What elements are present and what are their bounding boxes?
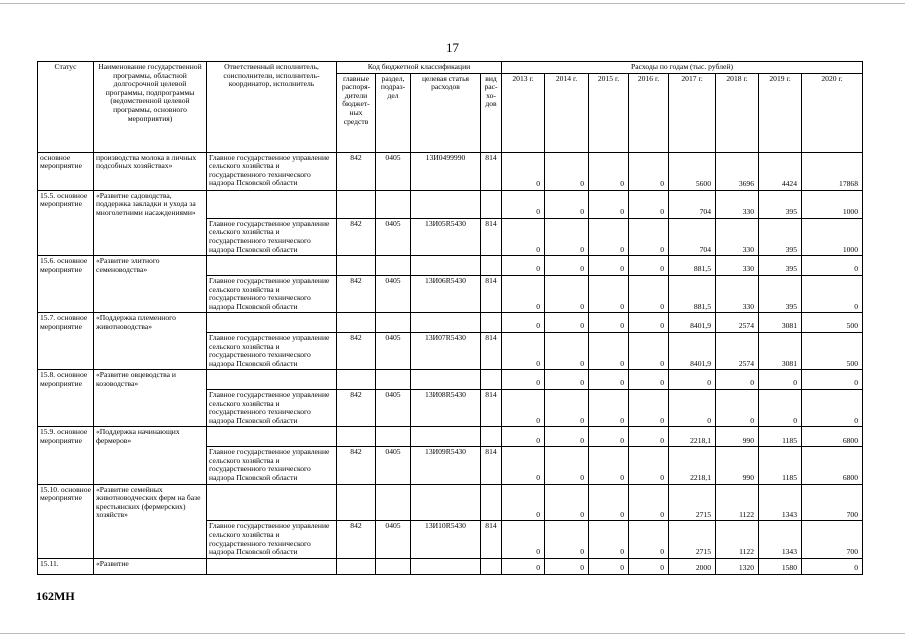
year-value-cell: 0 [629, 521, 669, 558]
year-value-cell: 1185 [759, 447, 802, 484]
responsible-cell: Главное государственное управление сельского хозяйства и государственного технического надзора Псковской области [207, 218, 337, 255]
target-article-cell [411, 484, 481, 521]
year-value-cell: 881,5 [669, 256, 716, 276]
year-value-cell: 0 [589, 558, 629, 574]
year-value-cell: 0 [545, 218, 589, 255]
status-cell [38, 390, 94, 427]
year-value-cell: 700 [802, 484, 863, 521]
table-header [38, 62, 863, 153]
gr-code-cell [337, 370, 376, 390]
name-cell: «Развитие садоводства, поддержка закладки и ухода за многолетними насаждениями» [94, 190, 207, 218]
year-value-cell: 2218,1 [669, 427, 716, 447]
year-value-cell: 0 [545, 275, 589, 312]
year-value-cell: 0 [629, 152, 669, 190]
responsible-cell: Главное государственное управление сельского хозяйства и государственного технического надзора Псковской области [207, 152, 337, 190]
status-cell: 15.11. [38, 558, 94, 574]
top-edge [0, 3, 905, 4]
year-value-cell: 3696 [716, 152, 759, 190]
expense-type-cell [481, 484, 502, 521]
gr-code-cell: 842 [337, 333, 376, 370]
year-value-cell: 0 [589, 152, 629, 190]
year-value-cell: 0 [502, 190, 545, 218]
responsible-cell [207, 484, 337, 521]
gr-code-cell: 842 [337, 152, 376, 190]
year-value-cell: 0 [589, 427, 629, 447]
year-value-cell: 0 [502, 152, 545, 190]
year-value-cell: 0 [502, 218, 545, 255]
year-value-cell: 0 [502, 333, 545, 370]
year-value-cell: 0 [545, 427, 589, 447]
year-value-cell: 0 [589, 256, 629, 276]
expense-type-cell [481, 190, 502, 218]
year-value-cell: 0 [545, 447, 589, 484]
status-cell [38, 447, 94, 484]
status-cell: 15.7. основное мероприятие [38, 313, 94, 333]
table-row [38, 313, 863, 333]
table-row [38, 275, 863, 312]
name-cell [94, 218, 207, 255]
section-code-cell: 0405 [376, 218, 411, 255]
header-year: 2018 г. [716, 73, 759, 152]
year-value-cell: 0 [589, 190, 629, 218]
year-value-cell: 395 [759, 256, 802, 276]
header-year: 2015 г. [589, 73, 629, 152]
expense-type-cell: 814 [481, 218, 502, 255]
table-row [38, 521, 863, 558]
year-value-cell: 1122 [716, 484, 759, 521]
year-value-cell: 990 [716, 447, 759, 484]
header-year: 2017 г. [669, 73, 716, 152]
status-cell [38, 275, 94, 312]
table-row [38, 370, 863, 390]
year-value-cell: 0 [589, 218, 629, 255]
year-value-cell: 1000 [802, 218, 863, 255]
year-value-cell: 0 [545, 484, 589, 521]
year-value-cell: 0 [629, 447, 669, 484]
expense-type-cell: 814 [481, 152, 502, 190]
year-value-cell: 0 [545, 370, 589, 390]
year-value-cell: 0 [545, 152, 589, 190]
name-cell [94, 275, 207, 312]
name-cell: «Поддержка племенного животноводства» [94, 313, 207, 333]
name-cell [94, 447, 207, 484]
year-value-cell: 0 [802, 558, 863, 574]
page-number: 17 [446, 40, 459, 55]
year-value-cell: 881,5 [669, 275, 716, 312]
name-cell [94, 333, 207, 370]
target-article-cell [411, 558, 481, 574]
year-value-cell: 0 [629, 218, 669, 255]
expense-type-cell [481, 313, 502, 333]
year-value-cell: 2715 [669, 521, 716, 558]
section-code-cell [376, 484, 411, 521]
responsible-cell [207, 558, 337, 574]
table-row [38, 256, 863, 276]
year-value-cell: 0 [545, 190, 589, 218]
gr-code-cell: 842 [337, 521, 376, 558]
footer-code: 162МН [36, 589, 75, 603]
year-value-cell: 0 [669, 390, 716, 427]
expense-type-cell [481, 370, 502, 390]
header-name: Наименование государственной программы, областной долгосрочной целевой программы, подпрограммы (ведомственной целевой программы, основного мероприятия) [94, 62, 207, 153]
year-value-cell: 0 [802, 256, 863, 276]
status-cell [38, 218, 94, 255]
table-row [38, 333, 863, 370]
target-article-cell [411, 313, 481, 333]
year-value-cell: 0 [759, 370, 802, 390]
year-value-cell: 2715 [669, 484, 716, 521]
year-value-cell: 330 [716, 275, 759, 312]
year-value-cell: 0 [589, 370, 629, 390]
year-value-cell: 0 [589, 333, 629, 370]
year-value-cell: 0 [629, 275, 669, 312]
year-value-cell: 704 [669, 190, 716, 218]
year-value-cell: 0 [716, 370, 759, 390]
year-value-cell: 0 [802, 370, 863, 390]
year-value-cell: 0 [629, 390, 669, 427]
responsible-cell [207, 370, 337, 390]
year-value-cell: 0 [589, 275, 629, 312]
year-value-cell: 500 [802, 333, 863, 370]
section-code-cell [376, 190, 411, 218]
year-value-cell: 2218,1 [669, 447, 716, 484]
year-value-cell: 0 [502, 390, 545, 427]
year-value-cell: 1343 [759, 484, 802, 521]
expense-type-cell [481, 558, 502, 574]
name-cell [94, 521, 207, 558]
header-year: 2019 г. [759, 73, 802, 152]
year-value-cell: 4424 [759, 152, 802, 190]
responsible-cell [207, 313, 337, 333]
year-value-cell: 0 [629, 313, 669, 333]
year-value-cell: 0 [545, 333, 589, 370]
year-value-cell: 0 [545, 390, 589, 427]
expense-type-cell: 814 [481, 447, 502, 484]
year-value-cell: 6800 [802, 427, 863, 447]
header-year: 2016 г. [629, 73, 669, 152]
status-cell: 15.8. основное мероприятие [38, 370, 94, 390]
year-value-cell: 330 [716, 256, 759, 276]
year-value-cell: 0 [502, 427, 545, 447]
year-value-cell: 704 [669, 218, 716, 255]
status-cell: 15.10. основное мероприятие [38, 484, 94, 521]
year-value-cell: 0 [716, 390, 759, 427]
header-sub: главные распоря-дители бюджет-ных средств [337, 73, 376, 152]
gr-code-cell: 842 [337, 390, 376, 427]
year-value-cell: 17868 [802, 152, 863, 190]
section-code-cell: 0405 [376, 521, 411, 558]
gr-code-cell: 842 [337, 447, 376, 484]
target-article-cell: 13И10R5430 [411, 521, 481, 558]
responsible-cell: Главное государственное управление сельского хозяйства и государственного технического надзора Псковской области [207, 275, 337, 312]
year-value-cell: 1122 [716, 521, 759, 558]
year-value-cell: 0 [502, 521, 545, 558]
bottom-edge [0, 633, 905, 634]
year-value-cell: 2574 [716, 333, 759, 370]
status-cell: основное мероприятие [38, 152, 94, 190]
year-value-cell: 0 [589, 447, 629, 484]
header-budget-code: Код бюджетной классификации [337, 62, 502, 74]
responsible-cell: Главное государственное управление сельского хозяйства и государственного технического надзора Псковской области [207, 390, 337, 427]
year-value-cell: 0 [545, 256, 589, 276]
status-cell [38, 521, 94, 558]
year-value-cell: 0 [502, 484, 545, 521]
gr-code-cell [337, 558, 376, 574]
year-value-cell: 1580 [759, 558, 802, 574]
year-value-cell: 3081 [759, 313, 802, 333]
year-value-cell: 8401,9 [669, 313, 716, 333]
section-code-cell [376, 427, 411, 447]
year-value-cell: 500 [802, 313, 863, 333]
table-row [38, 447, 863, 484]
gr-code-cell [337, 313, 376, 333]
responsible-cell [207, 190, 337, 218]
status-cell: 15.6. основное мероприятие [38, 256, 94, 276]
year-value-cell: 0 [589, 521, 629, 558]
expense-type-cell: 814 [481, 521, 502, 558]
gr-code-cell: 842 [337, 275, 376, 312]
year-value-cell: 2000 [669, 558, 716, 574]
gr-code-cell [337, 190, 376, 218]
header-sub: целевая статья расходов [411, 73, 481, 152]
section-code-cell: 0405 [376, 447, 411, 484]
section-code-cell [376, 558, 411, 574]
year-value-cell: 5600 [669, 152, 716, 190]
name-cell: «Развитие элитного семеноводства» [94, 256, 207, 276]
year-value-cell: 990 [716, 427, 759, 447]
status-cell: 15.5. основное мероприятие [38, 190, 94, 218]
year-value-cell: 0 [502, 256, 545, 276]
section-code-cell: 0405 [376, 333, 411, 370]
target-article-cell: 13И06R5430 [411, 275, 481, 312]
year-value-cell: 1185 [759, 427, 802, 447]
year-value-cell: 0 [589, 484, 629, 521]
name-cell: производства молока в личных подсобных хозяйствах» [94, 152, 207, 190]
table-body [38, 152, 863, 574]
year-value-cell: 0 [759, 390, 802, 427]
expense-type-cell: 814 [481, 333, 502, 370]
year-value-cell: 0 [629, 484, 669, 521]
responsible-cell [207, 256, 337, 276]
name-cell [94, 390, 207, 427]
year-value-cell: 700 [802, 521, 863, 558]
year-value-cell: 0 [502, 370, 545, 390]
gr-code-cell [337, 484, 376, 521]
status-cell [38, 333, 94, 370]
year-value-cell: 330 [716, 190, 759, 218]
name-cell: «Развитие семейных животноводческих ферм на базе крестьянских (фермерских) хозяйств» [94, 484, 207, 521]
year-value-cell: 0 [629, 256, 669, 276]
year-value-cell: 0 [629, 558, 669, 574]
target-article-cell [411, 256, 481, 276]
expense-type-cell: 814 [481, 275, 502, 312]
expense-type-cell [481, 427, 502, 447]
responsible-cell [207, 427, 337, 447]
year-value-cell: 1320 [716, 558, 759, 574]
year-value-cell: 0 [589, 390, 629, 427]
target-article-cell [411, 370, 481, 390]
target-article-cell: 13И05R5430 [411, 218, 481, 255]
expense-type-cell [481, 256, 502, 276]
year-value-cell: 1000 [802, 190, 863, 218]
target-article-cell [411, 190, 481, 218]
target-article-cell [411, 427, 481, 447]
header-year: 2020 г. [802, 73, 863, 152]
year-value-cell: 0 [545, 521, 589, 558]
year-value-cell: 0 [669, 370, 716, 390]
gr-code-cell [337, 256, 376, 276]
table-row [38, 152, 863, 190]
table-row [38, 218, 863, 255]
section-code-cell [376, 370, 411, 390]
section-code-cell: 0405 [376, 152, 411, 190]
table-row [38, 190, 863, 218]
target-article-cell: 13И09R5430 [411, 447, 481, 484]
year-value-cell: 0 [802, 275, 863, 312]
target-article-cell: 13И08R5430 [411, 390, 481, 427]
year-value-cell: 0 [629, 190, 669, 218]
section-code-cell [376, 313, 411, 333]
expense-type-cell: 814 [481, 390, 502, 427]
table-row [38, 558, 863, 574]
year-value-cell: 0 [502, 447, 545, 484]
section-code-cell: 0405 [376, 275, 411, 312]
budget-table [37, 61, 863, 575]
target-article-cell: 13И0499990 [411, 152, 481, 190]
year-value-cell: 0 [502, 313, 545, 333]
year-value-cell: 0 [589, 313, 629, 333]
header-expenses: Расходы по годам (тыс. рублей) [502, 62, 863, 74]
header-responsible: Ответственный исполнитель, соисполнители, исполнитель-координатор, исполнитель [207, 62, 337, 153]
header-year: 2014 г. [545, 73, 589, 152]
year-value-cell: 395 [759, 275, 802, 312]
year-value-cell: 0 [629, 333, 669, 370]
section-code-cell [376, 256, 411, 276]
responsible-cell: Главное государственное управление сельского хозяйства и государственного технического надзора Псковской области [207, 447, 337, 484]
year-value-cell: 395 [759, 218, 802, 255]
year-value-cell: 395 [759, 190, 802, 218]
header-sub: раздел, подраз-дел [376, 73, 411, 152]
year-value-cell: 8401,9 [669, 333, 716, 370]
status-cell: 15.9. основное мероприятие [38, 427, 94, 447]
gr-code-cell: 842 [337, 218, 376, 255]
table-row [38, 484, 863, 521]
table-row [38, 427, 863, 447]
year-value-cell: 330 [716, 218, 759, 255]
name-cell: «Развитие [94, 558, 207, 574]
year-value-cell: 0 [502, 275, 545, 312]
name-cell: «Поддержка начинающих фермеров» [94, 427, 207, 447]
header-year: 2013 г. [502, 73, 545, 152]
year-value-cell: 2574 [716, 313, 759, 333]
gr-code-cell [337, 427, 376, 447]
year-value-cell: 0 [545, 558, 589, 574]
name-cell: «Развитие овцеводства и козоводства» [94, 370, 207, 390]
year-value-cell: 6800 [802, 447, 863, 484]
section-code-cell: 0405 [376, 390, 411, 427]
year-value-cell: 0 [545, 313, 589, 333]
responsible-cell: Главное государственное управление сельского хозяйства и государственного технического надзора Псковской области [207, 333, 337, 370]
year-value-cell: 0 [629, 427, 669, 447]
year-value-cell: 0 [629, 370, 669, 390]
table-row [38, 390, 863, 427]
responsible-cell: Главное государственное управление сельского хозяйства и государственного технического надзора Псковской области [207, 521, 337, 558]
year-value-cell: 0 [502, 558, 545, 574]
year-value-cell: 0 [802, 390, 863, 427]
header-sub: вид рас-хо-дов [481, 73, 502, 152]
year-value-cell: 1343 [759, 521, 802, 558]
year-value-cell: 3081 [759, 333, 802, 370]
target-article-cell: 13И07R5430 [411, 333, 481, 370]
header-status: Статус [38, 62, 94, 153]
